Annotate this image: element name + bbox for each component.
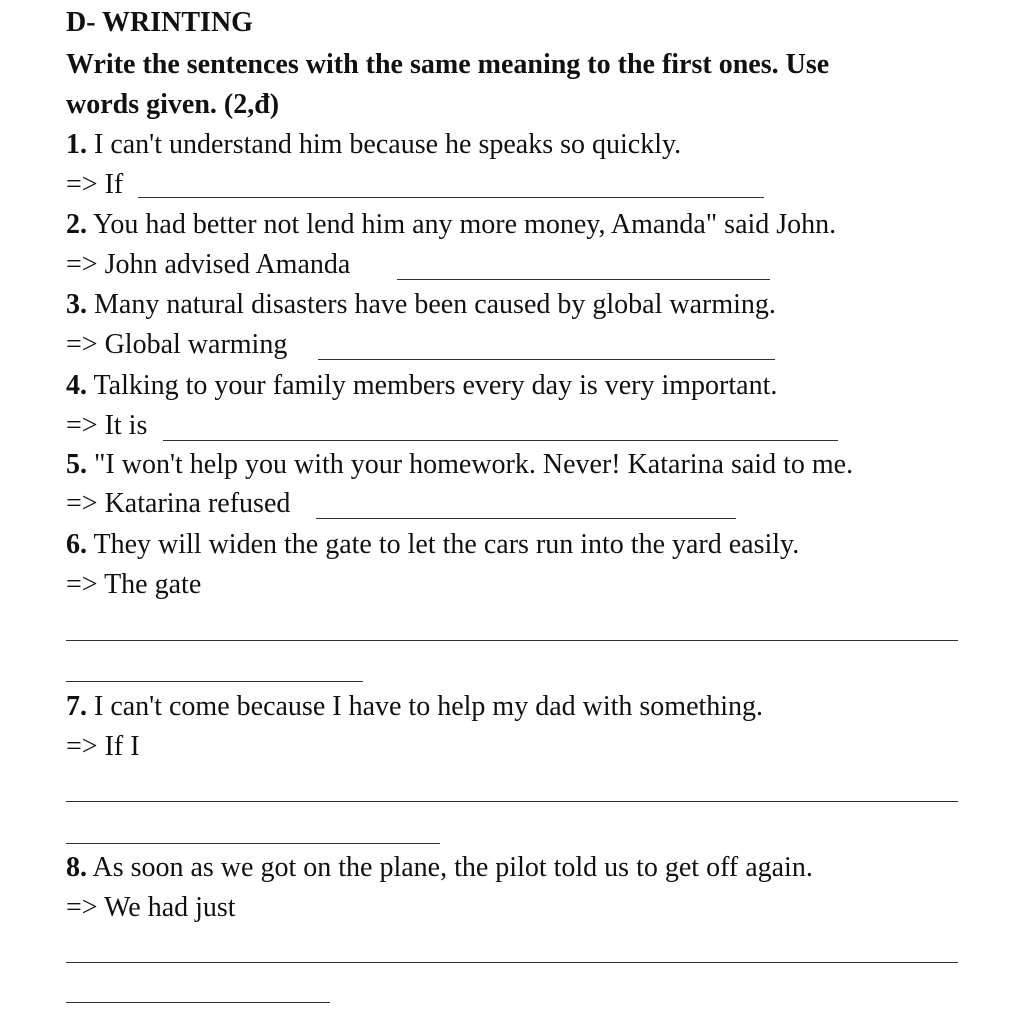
question-6	[66, 528, 799, 562]
answer-line-1[interactable]	[138, 197, 764, 198]
question-5	[66, 448, 853, 482]
answer-prompt-1: => If	[66, 169, 124, 200]
question-text: I can't come because I have to help my dad with something.	[94, 691, 764, 722]
question-number: 3.	[66, 289, 87, 320]
question-number: 4.	[66, 370, 87, 401]
answer-line-7a[interactable]	[66, 801, 958, 802]
answer-line-6a[interactable]	[66, 640, 958, 641]
question-1	[66, 128, 681, 162]
question-7	[66, 690, 763, 724]
question-text: I can't understand him because he speaks so quickly.	[94, 129, 682, 160]
answer-line-3[interactable]	[318, 359, 775, 360]
question-text: You had better not lend him any more money, Amanda" said John.	[92, 209, 837, 240]
question-text: Many natural disasters have been caused by global warming.	[94, 289, 776, 320]
question-number: 7.	[66, 691, 87, 722]
answer-prompt-7: => If I	[66, 731, 140, 762]
answer-line-8a[interactable]	[66, 962, 958, 963]
answer-prompt-8: => We had just	[66, 892, 236, 923]
answer-line-8b[interactable]	[66, 1002, 330, 1003]
answer-line-5[interactable]	[316, 518, 736, 519]
question-4	[66, 369, 777, 403]
question-number: 8.	[66, 852, 87, 883]
question-text: As soon as we got on the plane, the pilot told us to get off again.	[92, 852, 813, 883]
question-2	[66, 208, 836, 242]
instruction-line-1: Write the sentences with the same meaning to the first ones. Use	[66, 49, 830, 80]
question-text: They will widen the gate to let the cars run into the yard easily.	[93, 529, 800, 560]
question-number: 2.	[66, 209, 87, 240]
question-8	[66, 851, 813, 885]
question-number: 5.	[66, 449, 87, 480]
answer-prompt-2: => John advised Amanda	[66, 249, 351, 280]
question-text: Talking to your family members every day is very important.	[93, 370, 778, 401]
question-text: "I won't help you with your homework. Never! Katarina said to me.	[94, 449, 854, 480]
answer-prompt-3: => Global warming	[66, 329, 288, 360]
answer-prompt-5: => Katarina refused	[66, 488, 291, 519]
instruction-line-2: words given. (2,đ)	[66, 89, 280, 120]
answer-line-2[interactable]	[397, 279, 770, 280]
answer-line-6b[interactable]	[66, 681, 363, 682]
question-number: 6.	[66, 529, 87, 560]
answer-line-4[interactable]	[163, 440, 838, 441]
answer-line-7b[interactable]	[66, 843, 440, 844]
question-number: 1.	[66, 129, 87, 160]
section-title: D- WRINTING	[66, 7, 253, 38]
question-3	[66, 288, 776, 322]
answer-prompt-6: => The gate	[66, 569, 202, 600]
answer-prompt-4: => It is	[66, 410, 148, 441]
